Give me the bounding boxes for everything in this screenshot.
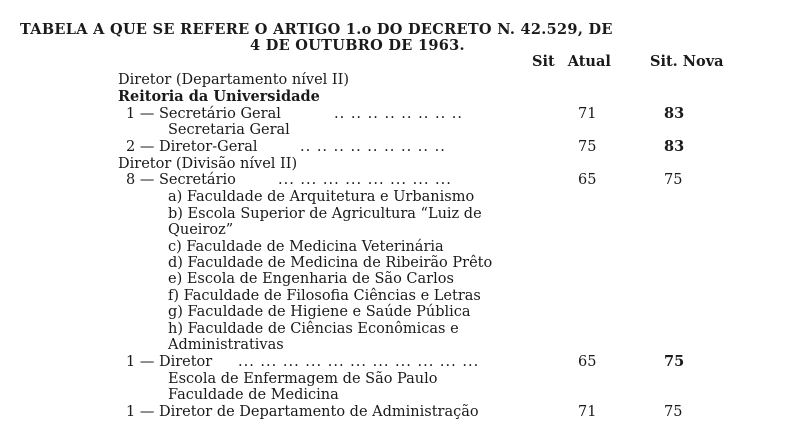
value-sit-atual: 65 bbox=[578, 354, 597, 370]
entry-sublabel: Faculdade de Medicina bbox=[168, 387, 339, 403]
entry-label: 1 — Diretor bbox=[126, 354, 213, 370]
value-sit-nova: 83 bbox=[664, 105, 685, 122]
list-item-h: h) Faculdade de Ciências Econômicas e bbox=[168, 321, 459, 337]
value-sit-atual: 65 bbox=[578, 172, 597, 188]
entry-label: 1 — Diretor de Departamento de Administração bbox=[126, 404, 479, 420]
entry-label: 2 — Diretor-Geral bbox=[126, 139, 258, 155]
section-subheading-reitoria: Reitoria da Universidade bbox=[118, 88, 320, 105]
leader-dots: .. .. .. .. .. .. .. .. bbox=[334, 106, 464, 122]
list-item-a: a) Faculdade de Arquitetura e Urbanismo bbox=[168, 189, 475, 205]
value-sit-atual: 71 bbox=[578, 404, 597, 420]
value-sit-nova: 75 bbox=[664, 172, 683, 188]
list-item-d: d) Faculdade de Medicina de Ribeirão Prêto bbox=[168, 255, 493, 271]
leader-dots: .. .. .. .. .. .. .. .. .. bbox=[300, 139, 446, 155]
value-sit-nova: 83 bbox=[664, 138, 685, 155]
title-line-1: TABELA A QUE SE REFERE O ARTIGO 1.o DO DECRETO N. 42.529, DE bbox=[20, 21, 613, 38]
value-sit-atual: 75 bbox=[578, 139, 597, 155]
value-sit-nova: 75 bbox=[664, 404, 683, 420]
section-heading-divisao: Diretor (Divisão nível II) bbox=[118, 156, 298, 172]
entry-label: 1 — Secretário Geral bbox=[126, 106, 281, 122]
leader-dots: ... ... ... ... ... ... ... ... bbox=[278, 172, 452, 188]
entry-sublabel: Escola de Enfermagem de São Paulo bbox=[168, 371, 438, 387]
column-header-sit-nova: Sit. Nova bbox=[650, 53, 724, 70]
list-item-e: e) Escola de Engenharia de São Carlos bbox=[168, 271, 454, 287]
entry-sublabel: Secretaria Geral bbox=[168, 122, 290, 138]
list-item-c: c) Faculdade de Medicina Veterinária bbox=[168, 239, 444, 255]
list-item-g: g) Faculdade de Higiene e Saúde Pública bbox=[168, 304, 471, 320]
section-heading-departamento: Diretor (Departamento nível II) bbox=[118, 72, 350, 88]
list-item-b: b) Escola Superior de Agricultura “Luiz de bbox=[168, 206, 482, 222]
column-header-sit-atual: Sit Atual bbox=[532, 53, 611, 70]
value-sit-atual: 71 bbox=[578, 106, 597, 122]
entry-label: 8 — Secretário bbox=[126, 172, 236, 188]
value-sit-nova: 75 bbox=[664, 353, 685, 370]
title-line-2: 4 DE OUTUBRO DE 1963. bbox=[250, 37, 465, 54]
list-item-b-continuation: Queiroz” bbox=[168, 222, 234, 238]
leader-dots: ... ... ... ... ... ... ... ... ... ... ... bbox=[238, 354, 480, 370]
list-item-h-continuation: Administrativas bbox=[168, 337, 284, 353]
list-item-f: f) Faculdade de Filosofia Ciências e Letras bbox=[168, 288, 481, 304]
